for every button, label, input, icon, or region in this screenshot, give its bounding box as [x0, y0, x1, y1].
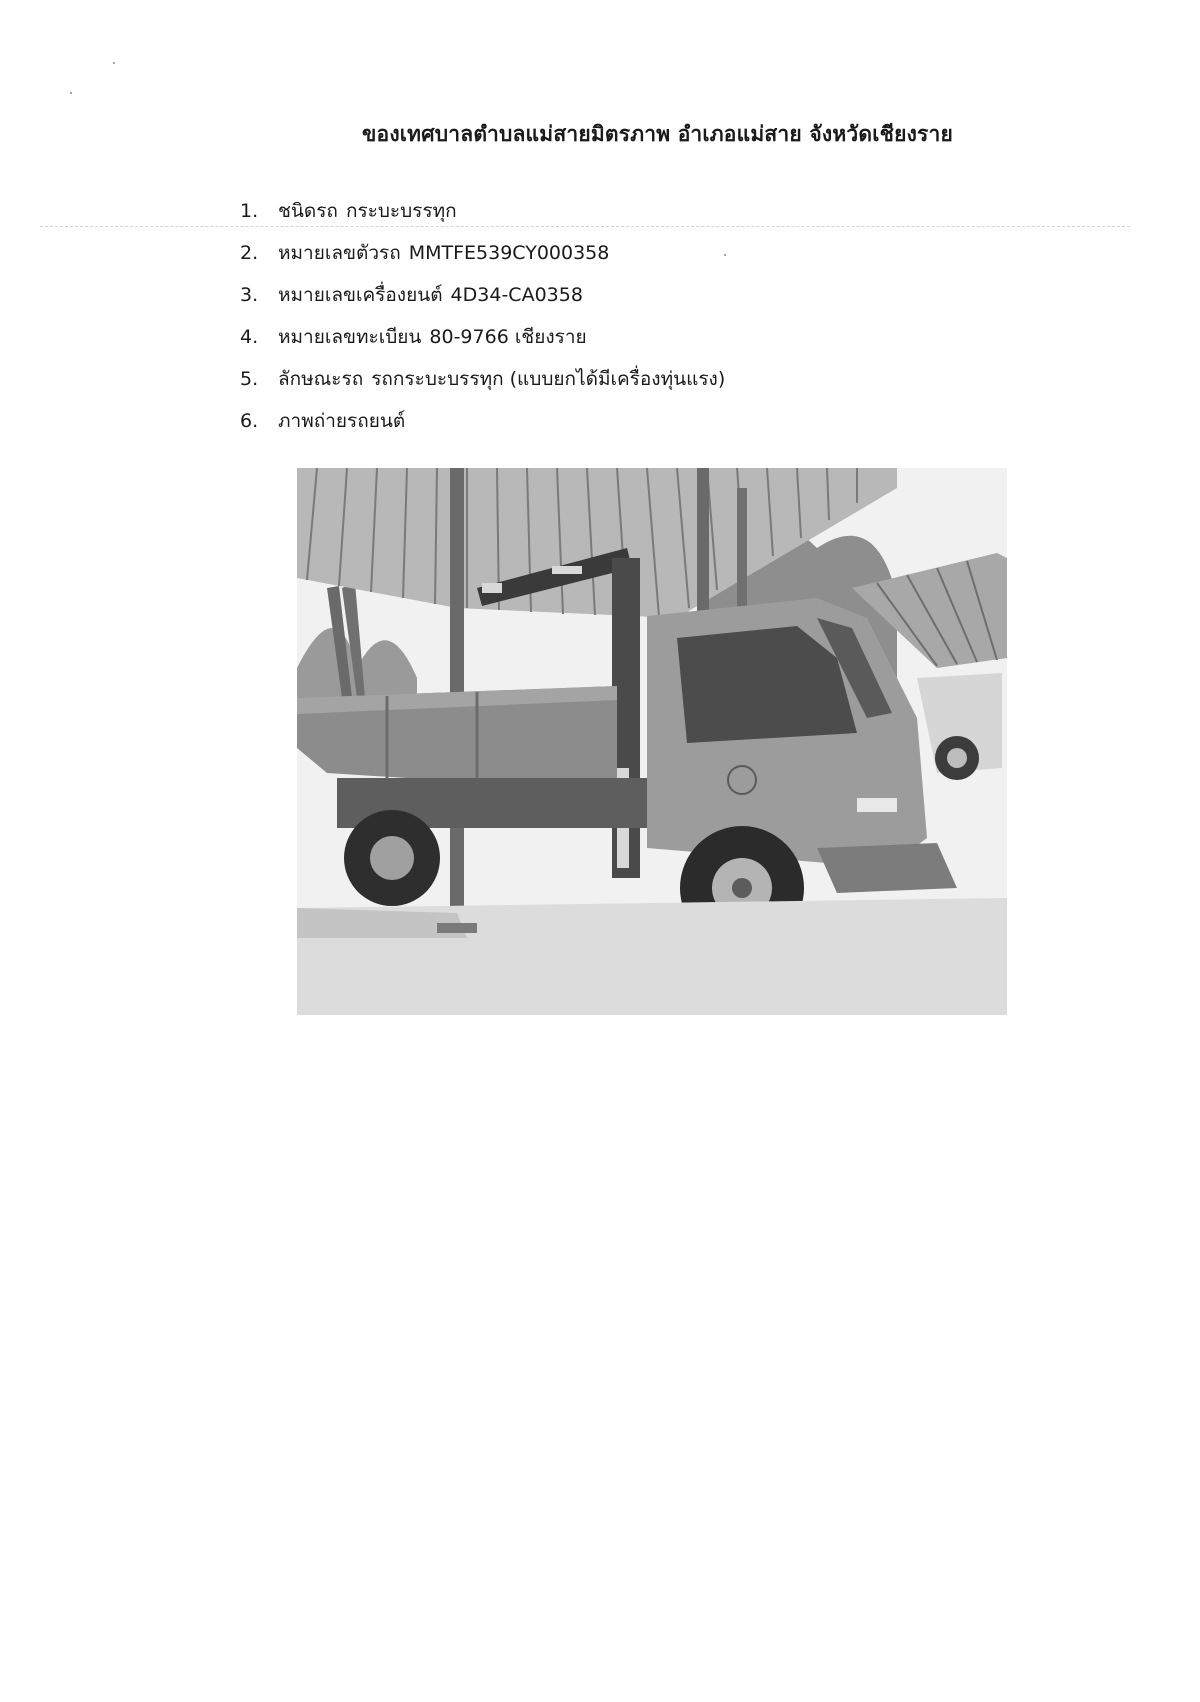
spec-item-chassis-number [240, 232, 725, 274]
truck-photo-illustration [297, 468, 1007, 1015]
spec-number: 2. [240, 242, 259, 264]
spec-item-vehicle-type [240, 190, 725, 232]
spec-number: 3. [240, 284, 259, 306]
spec-item-engine-number [240, 274, 725, 316]
spec-label: ภาพถ่ายรถยนต์ [278, 410, 406, 432]
spec-item-vehicle-description [240, 358, 725, 400]
spec-item-registration-number [240, 316, 725, 358]
spec-label: หมายเลขทะเบียน [278, 326, 422, 348]
spec-value: 4D34-CA0358 [450, 284, 583, 306]
spec-number: 5. [240, 368, 259, 390]
truck-photo [297, 468, 1007, 1015]
spec-number: 4. [240, 326, 259, 348]
spec-number: 6. [240, 410, 259, 432]
spec-value: กระบะบรรทุก [345, 200, 457, 222]
front-bumper [817, 843, 957, 893]
spec-item-vehicle-photo [240, 400, 725, 442]
document-header: ของเทศบาลตำบลแม่สายมิตรภาพ อำเภอแม่สาย จังหวัดเชียงราย [361, 122, 954, 146]
spec-label: ลักษณะรถ [278, 368, 364, 390]
shed-post [697, 468, 709, 618]
spec-label: ชนิดรถ [278, 200, 338, 222]
spec-value: MMTFE539CY000358 [408, 242, 610, 264]
spec-value: รถกระบะบรรทุก (แบบยกได้มีเครื่องทุ่นแรง) [371, 368, 726, 390]
scan-speck [70, 92, 72, 94]
spec-label: หมายเลขตัวรถ [278, 242, 401, 264]
spec-value: 80-9766 เชียงราย [429, 326, 587, 348]
spec-number: 1. [240, 200, 259, 222]
vehicle-spec-list [240, 190, 725, 442]
scan-speck [113, 62, 115, 64]
spec-label: หมายเลขเครื่องยนต์ [278, 284, 443, 306]
